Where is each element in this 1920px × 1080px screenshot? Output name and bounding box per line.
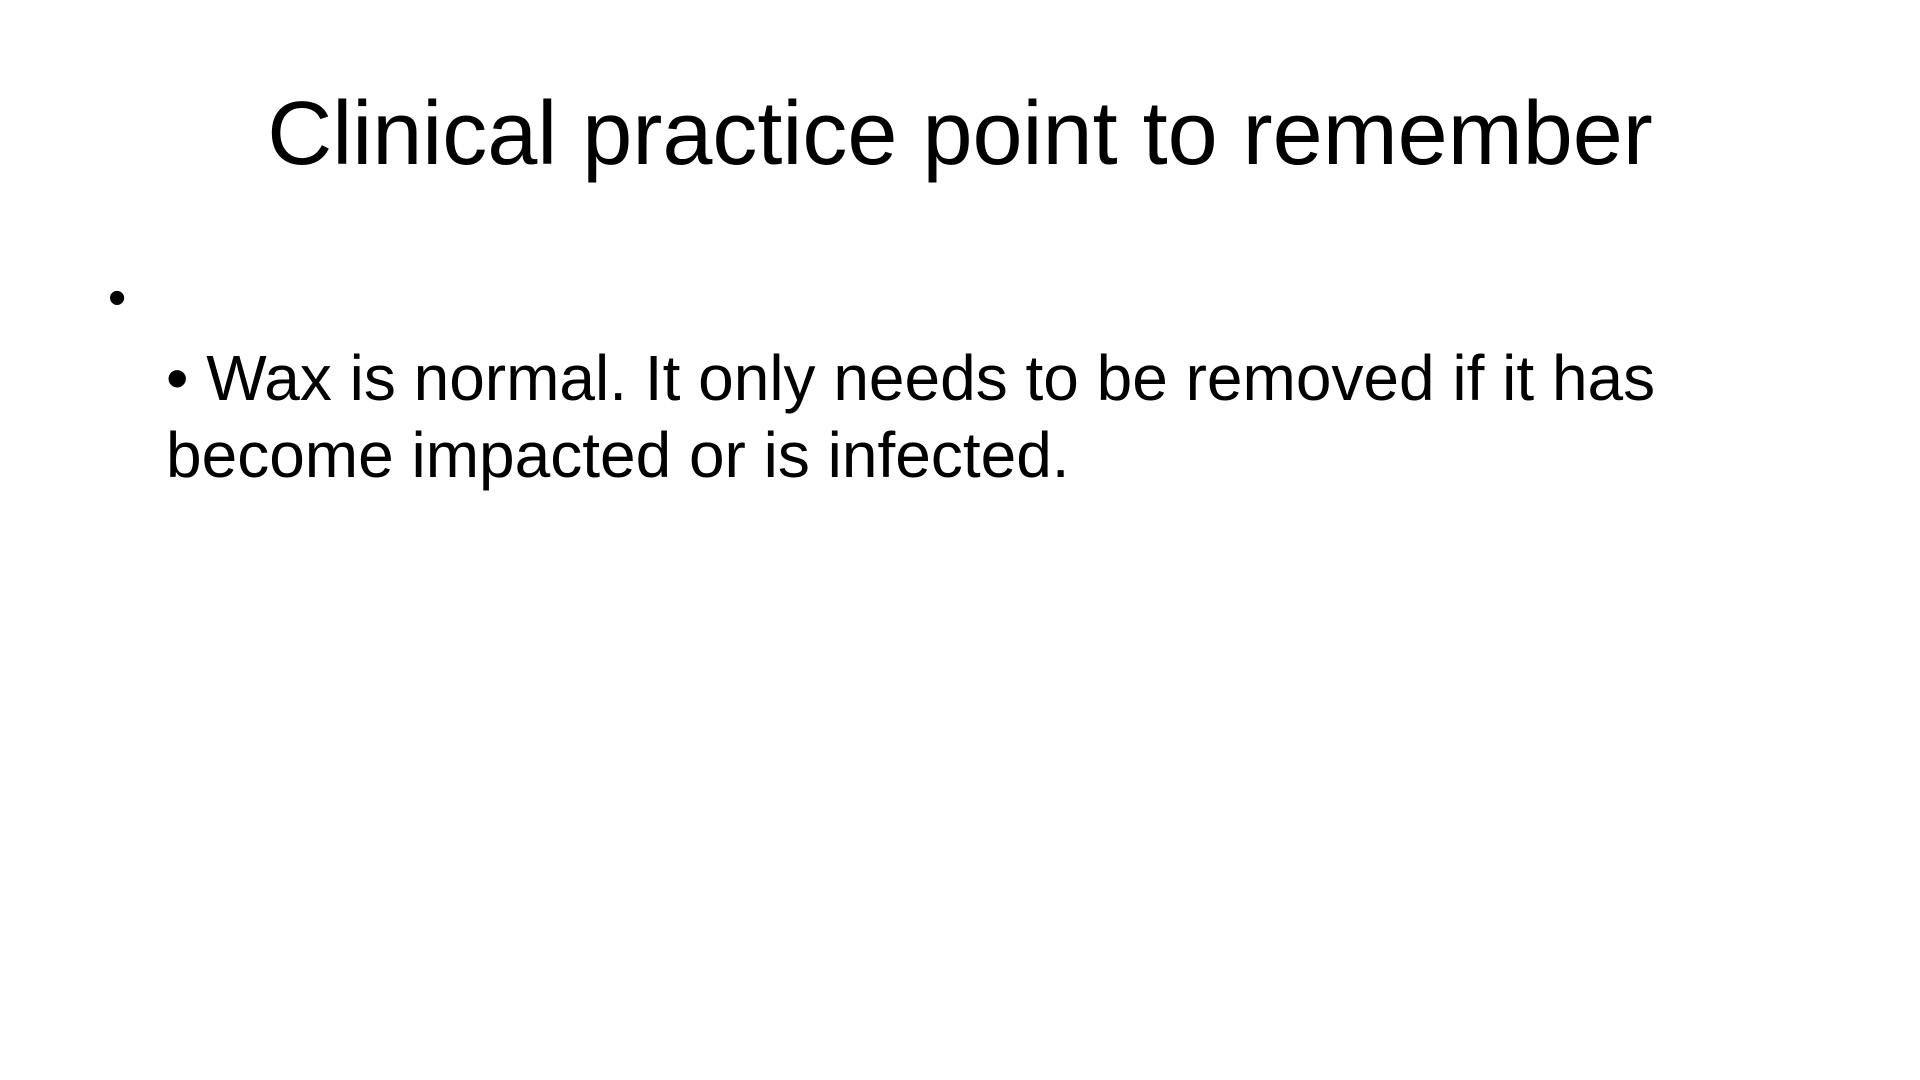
empty-bullet: • <box>108 269 127 327</box>
body-text: • Wax is normal. It only needs to be removed if it has become impacted or is infected. <box>166 342 1656 491</box>
slide-title: Clinical practice point to remember <box>267 84 1653 184</box>
